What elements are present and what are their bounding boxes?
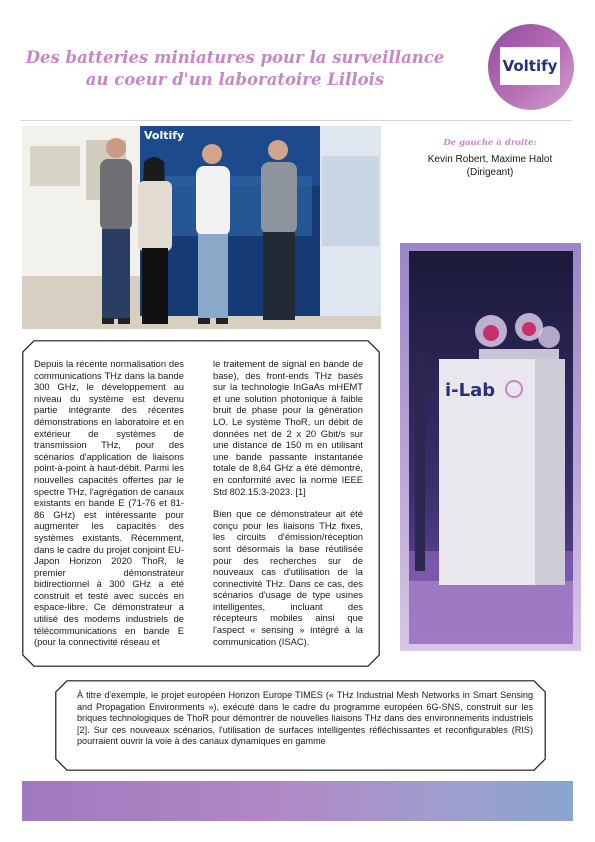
article-column-2 (213, 358, 363, 658)
caption-names: Kevin Robert, Maxime Halot (427, 154, 553, 165)
team-photo (22, 126, 381, 329)
caption-role: (Dirigeant) (466, 167, 514, 178)
stand-brand-text: i-Lab (445, 380, 496, 401)
voltify-logo (500, 47, 560, 85)
photo-caption (390, 137, 590, 179)
caption-label: De gauche à droite: (443, 138, 537, 148)
article-column-1 (34, 358, 184, 659)
example-paragraph: À titre d'exemple, le projet européen Horizon Europe TIMES (« THz Industrial Mesh Networks in Smart Sensing and Propagation Environments »), exécuté dans le cadre du programme européen 6G-SNS, construit sur les briques technologiques de ThoR pour démontrer de nouvelles liaisons THz dans des environnements industriels [2]. Sur ces nouveaux scénarios, l'utilisation de surfaces intelligentes réfléchissantes et reconfigurables (RIS) pourraient ouvrir la voie à des canaux dynamiques en gamme (77, 690, 533, 747)
article-text-box (22, 340, 380, 667)
article-paragraph: le traitement de signal en bande de base), des front-ends THz basés sur la technologie InGaAs mHEMT et une solution photonique à faible bruit de phase pour la génération LO. Le système ThoR, un débit de données net de 2 x 20 Gbit/s sur une distance de 150 m en utilisant une bande passante instantanée totale de 8,64 GHz a été démontré, en conformité avec la norme IEEE Std 802.15.3-2023. [1] (213, 358, 363, 497)
header-divider (20, 120, 572, 121)
title-line-1: Des batteries miniatures pour la surveillance (25, 48, 445, 67)
banner-brand-text: Voltify (144, 129, 185, 142)
award-photo (409, 251, 573, 644)
article-paragraph: Bien que ce démonstrateur ait été conçu pour les liaisons THz fixes, les circuits d'émission/réception sont désormais la base réutilisée pour des recherches sur de nouveaux cas d'utilisation de la connectivité THz. Dans ce cas, des scénarios d'usage de type usines intelligentes, incluant des récepteurs mobiles ainsi que l'aspect « sensing » intégré à la communication (ISAC). (213, 508, 363, 647)
voltify-logo-text: Voltify (502, 57, 558, 75)
example-text-box (55, 680, 546, 771)
footer-gradient-bar (22, 781, 573, 821)
article-title (20, 47, 450, 91)
article-paragraph: Depuis la récente normalisation des communications THz dans la bande 300 GHz, le développement au niveau du système est devenu partie intégrante des récentes démonstrations en laboratoire et en extérieur de systèmes de transmission THz, pour des scénarios d'application de liaisons point-à-point à haut-débit. Parmi les nouvelles capacités offertes par le spectre THz, l'agrégation de canaux existants en bande E (71-76 et 81-86 GHz) est intéressante pour augmenter les capacités des systèmes existants. Récemment, dans le cadre du projet conjoint EU-Japon Horizon 2020 ThoR, le premier démonstrateur bidirectionnel à 300 GHz a été construit et testé avec succès en espace-libre. Ce démonstrateur a utilisé des modems industriels de télécommunications en bande E (pour la connectivité réseau et (34, 358, 184, 648)
title-line-2: au coeur d'un laboratoire Lillois (85, 70, 385, 89)
